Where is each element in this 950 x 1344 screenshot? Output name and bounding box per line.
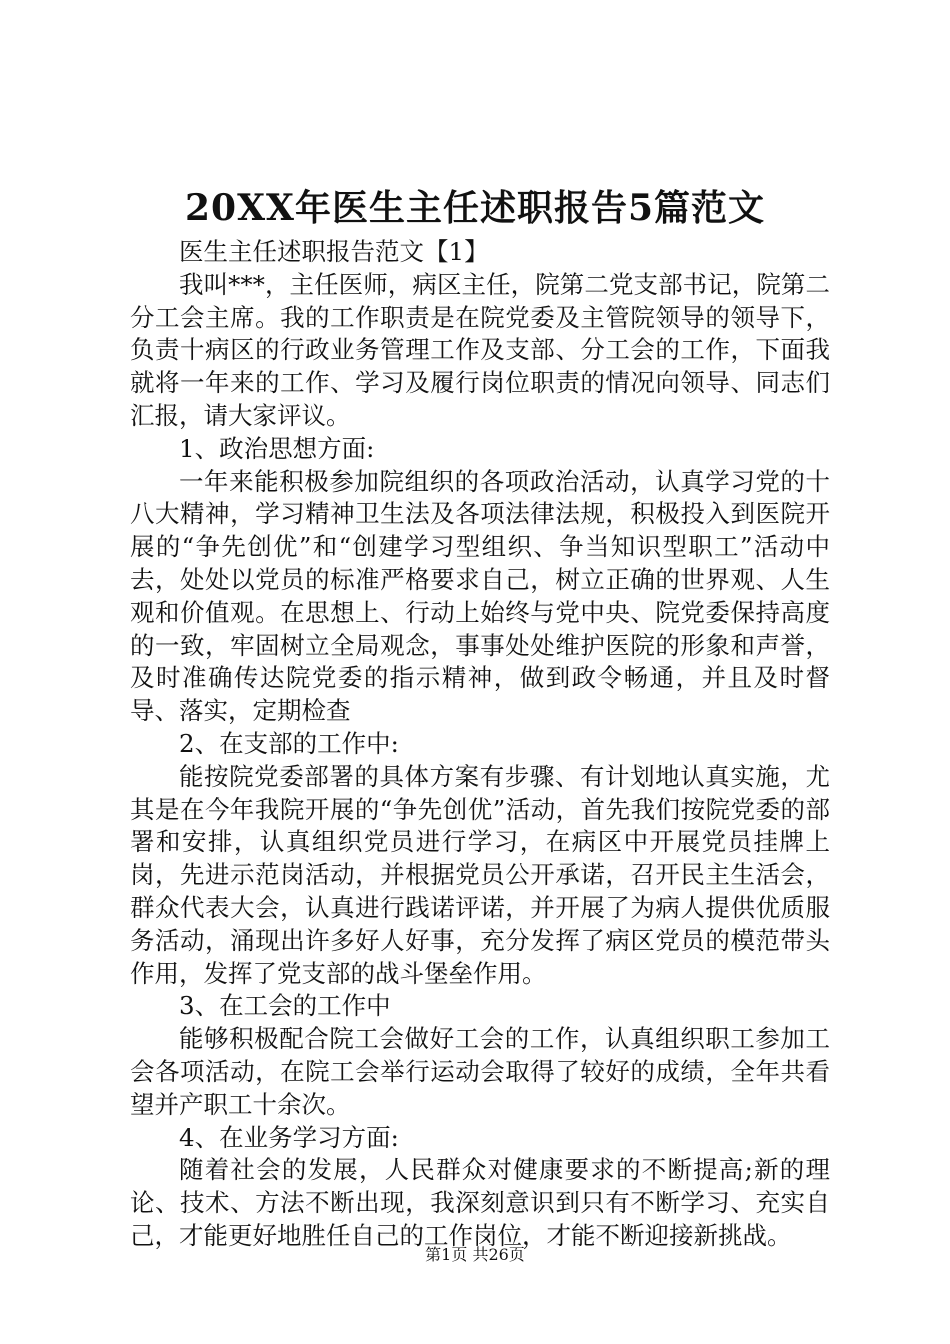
- paragraph-political: 一年来能积极参加院组织的各项政治活动，认真学习党的十八大精神，学习精神卫生法及各项法律法规，积极投入到医院开展的“争先创优”和“创建学习型组织、争当知识型职工”活动中去，处处以党员的标准严格要求自己，树立正确的世界观、人生观和价值观。在思想上、行动上始终与党中央、院党委保持高度的一致，牢固树立全局观念，事事处处维护医院的形象和声誉，及时准确传达院党委的指示精神，做到政令畅通，并且及时督导、落实，定期检查: [130, 466, 830, 726]
- heading-union: 3、在工会的工作中: [179, 991, 391, 1021]
- document-title: 20XX年医生主任述职报告5篇范文: [184, 187, 765, 229]
- page-footer: 第1页 共26页: [425, 1245, 525, 1264]
- heading-study: 4、在业务学习方面:: [179, 1122, 399, 1152]
- paragraph-union: 能够积极配合院工会做好工会的工作，认真组织职工参加工会各项活动，在院工会举行运动会取得了较好的成绩，全年共看望并产职工十余次。: [130, 1024, 830, 1119]
- paragraph-intro: 我叫***，主任医师，病区主任，院第二党支部书记，院第二分工会主席。我的工作职责是在院党委及主管院领导的领导下，负责十病区的行政业务管理工作及支部、分工会的工作，下面我就将一年来的工作、学习及履行岗位职责的情况向领导、同志们汇报，请大家评议。: [130, 269, 830, 430]
- heading-political: 1、政治思想方面:: [179, 433, 375, 463]
- heading-branch: 2、在支部的工作中:: [179, 728, 399, 758]
- paragraph-branch: 能按院党委部署的具体方案有步骤、有计划地认真实施，尤其是在今年我院开展的“争先创优”活动，首先我们按院党委的部署和安排，认真组织党员进行学习，在病区中开展党员挂牌上岗，先进示范岗活动，并根据党员公开承诺，召开民主生活会，群众代表大会，认真进行践诺评诺，并开展了为病人提供优质服务活动，涌现出许多好人好事，充分发挥了病区党员的模范带头作用，发挥了党支部的战斗堡垒作用。: [130, 761, 830, 988]
- document-body: [130, 236, 830, 1253]
- paragraph-study: 随着社会的发展，人民群众对健康要求的不断提高;新的理论、技术、方法不断出现，我深刻意识到只有不断学习、充实自己，才能更好地胜任自己的工作岗位，才能不断迎接新挑战。: [130, 1155, 830, 1250]
- section-subtitle: 医生主任述职报告范文【1】: [179, 237, 489, 266]
